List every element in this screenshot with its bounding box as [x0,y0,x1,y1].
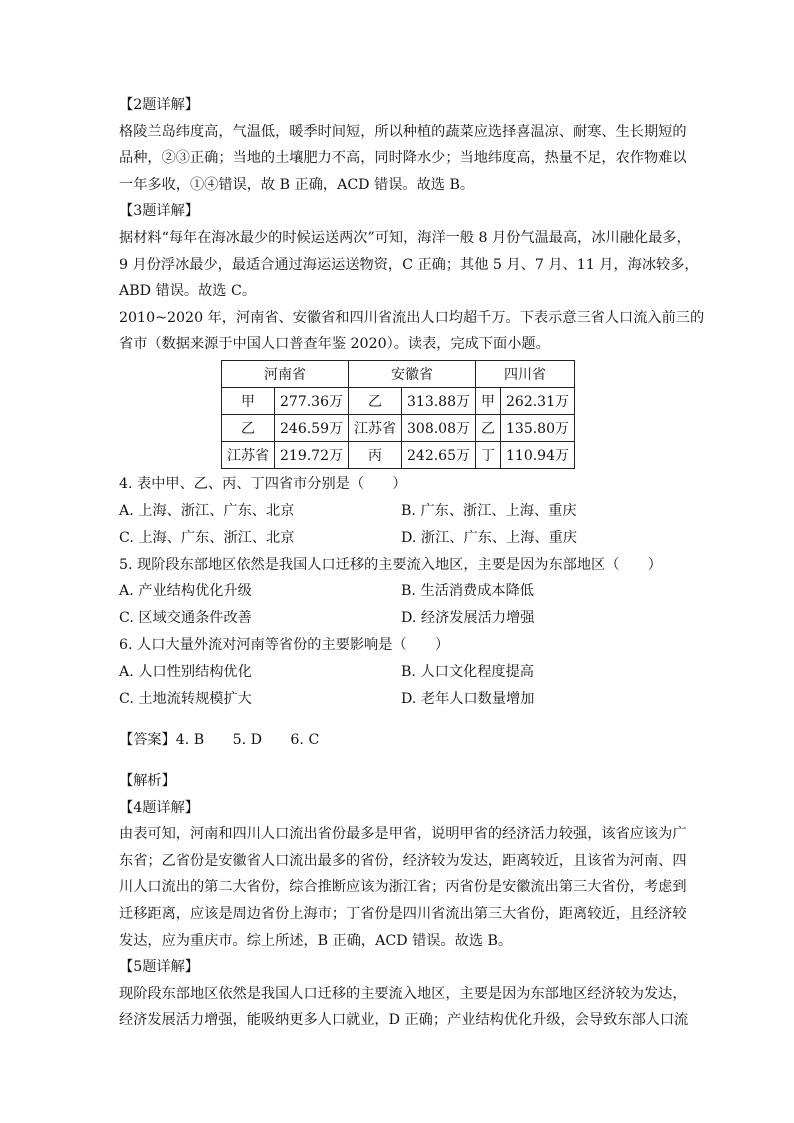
question-5-options-row-2 [119,605,679,632]
q3-line-1: 据材料“每年在海冰最少的时候运送两次”可知，海洋一般 8 月份气温最高，冰川融化最多， [119,229,691,246]
question-6-options-row-1 [119,659,679,686]
table-cell: 219.72万 [275,441,349,468]
table-cell: 277.36万 [275,387,349,414]
table-cell: 江苏省 [349,414,402,441]
q3-line-3: ABD 错误。故选 C。 [119,283,257,300]
option-b: B. 人口文化程度提高 [401,663,534,680]
option-d: D. 老年人口数量增加 [401,690,535,707]
population-table [221,360,575,469]
analysis-heading: 【解析】 [119,773,176,790]
option-d: D. 浙江、广东、上海、重庆 [401,529,577,546]
q5-heading: 【5题详解】 [119,959,199,976]
option-b: B. 生活消费成本降低 [401,583,534,600]
question-6-stem: 6. 人口大量外流对河南等省份的主要影响是（ ） [119,637,450,654]
q4-line-4: 迁移距离，应该是周边省份上海市；丁省份是四川省流出第三大省份，距离较近，且经济较 [119,906,687,923]
q2-line-3: 一年多收，①④错误，故 B 正确，ACD 错误。故选 B。 [119,176,475,193]
option-a: A. 产业结构优化升级 [119,583,252,600]
q4-line-1: 由表可知，河南和四川人口流出省份最多是甲省，说明甲省的经济活力较强，该省应该为广 [119,826,687,843]
table-row [222,441,575,468]
intro-line-1: 2010~2020 年，河南省、安徽省和四川省流出人口均超千万。下表示意三省人口流入前三的 [119,309,705,326]
question-6-options-row-2 [119,686,679,713]
table-row [222,387,575,414]
q2-heading: 【2题详解】 [119,97,199,113]
table-row [222,414,575,441]
q5-line-1: 现阶段东部地区依然是我国人口迁移的主要流入地区，主要是因为东部地区经济较为发达， [119,985,687,1002]
q5-line-2: 经济发展活力增强，能吸纳更多人口就业，D 正确；产业结构优化升级，会导致东部人口流 [119,1012,689,1029]
q4-line-3: 川人口流出的第二大省份，综合推断应该为浙江省；丙省份是安徽流出第三大省份，考虑到 [119,879,687,896]
table-cell: 308.08万 [402,414,476,441]
table-header-henan: 河南省 [222,360,349,387]
table-header-sichuan: 四川省 [476,360,575,387]
intro-line-2: 省市（数据来源于中国人口普查年鉴 2020）。读表，完成下面小题。 [119,336,550,353]
q4-heading: 【4题详解】 [119,799,199,816]
question-5-options-row-1 [119,578,679,605]
q3-heading: 【3题详解】 [119,203,199,220]
table-cell: 乙 [222,414,275,441]
option-a: A. 上海、浙江、广东、北京 [119,502,295,519]
table-cell: 甲 [222,387,275,414]
question-4-options-row-2 [119,525,679,552]
table-cell: 246.59万 [275,414,349,441]
table-cell: 丙 [349,441,402,468]
q2-line-1: 格陵兰岛纬度高，气温低，暖季时间短，所以种植的蔬菜应选择喜温凉、耐寒、生长期短的 [119,123,687,140]
table-header-anhui: 安徽省 [349,360,476,387]
document-page [119,92,705,1034]
table-cell: 262.31万 [501,387,575,414]
table-cell: 乙 [349,387,402,414]
option-c: C. 上海、广东、浙江、北京 [119,529,295,546]
table-cell: 乙 [476,414,501,441]
q4-line-2: 东省；乙省份是安徽省人口流出最多的省份，经济较为发达，距离较近，且该省为河南、四 [119,852,687,869]
q2-line-2: 品种，②③正确；当地的土壤肥力不高，同时降水少；当地纬度高，热量不足，农作物难以 [119,150,687,167]
q4-line-5: 发达，应为重庆市。综上所述，B 正确，ACD 错误。故选 B。 [119,932,513,949]
table-cell: 313.88万 [402,387,476,414]
table-cell: 110.94万 [501,441,575,468]
q3-line-2: 9 月份浮冰最少，最适合通过海运运送物资，C 正确；其他 5 月、7 月、11 月，海冰较多， [119,256,699,273]
table-header-row [222,360,575,387]
table-cell: 江苏省 [222,441,275,468]
answer-line: 【答案】4. B 5. D 6. C [119,731,320,748]
table-cell: 135.80万 [501,414,575,441]
option-c: C. 区域交通条件改善 [119,610,252,627]
question-4-stem: 4. 表中甲、乙、丙、丁四省市分别是（ ） [119,475,407,492]
table-cell: 242.65万 [402,441,476,468]
option-d: D. 经济发展活力增强 [401,610,535,627]
table-cell: 丁 [476,441,501,468]
question-5-stem: 5. 现阶段东部地区依然是我国人口迁移的主要流入地区，主要是因为东部地区（ ） [119,556,662,573]
option-c: C. 土地流转规模扩大 [119,690,252,707]
option-a: A. 人口性别结构优化 [119,663,252,680]
question-4-options-row-1 [119,498,679,525]
table-cell: 甲 [476,387,501,414]
option-b: B. 广东、浙江、上海、重庆 [401,502,577,519]
